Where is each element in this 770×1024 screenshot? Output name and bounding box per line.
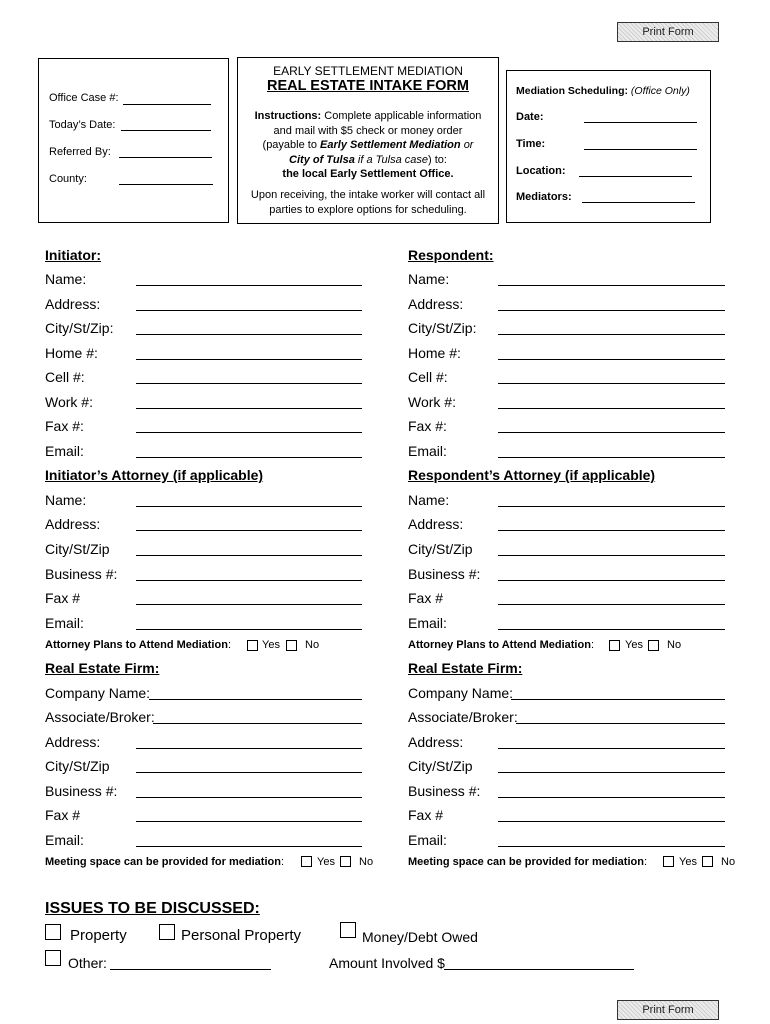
print-form-button-bottom[interactable]: Print Form [617, 1000, 719, 1020]
initiator-work-field[interactable] [136, 408, 362, 409]
initiator-attorney-address-label: Address: [45, 516, 101, 532]
initiator-meeting-no-label: No [359, 856, 374, 868]
initiator-home-field[interactable] [136, 359, 362, 360]
respondent-attorney-address-field[interactable] [498, 530, 725, 531]
respondent-firm-citystzip-label: City/St/Zip [408, 758, 473, 774]
schedule-date-label: Date: [516, 111, 544, 123]
respondent-work-field[interactable] [498, 408, 725, 409]
initiator-attorney-yes-checkbox[interactable] [247, 640, 258, 651]
print-form-button-top[interactable]: Print Form [617, 22, 719, 42]
amount-involved-field[interactable] [444, 969, 634, 970]
respondent-meeting-no-checkbox[interactable] [702, 856, 713, 867]
initiator-attorney-fax-label: Fax # [45, 590, 81, 606]
office-case-field[interactable] [123, 104, 211, 105]
respondent-firm-company-label: Company Name: [408, 685, 514, 701]
initiator-firm-fax-field[interactable] [136, 821, 362, 822]
initiator-citystzip-field[interactable] [136, 334, 362, 335]
respondent-email-label: Email: [408, 443, 447, 459]
respondent-attorney-email-field[interactable] [498, 629, 725, 630]
issues-heading: ISSUES TO BE DISCUSSED: [45, 900, 260, 917]
respondent-firm-broker-label: Associate/Broker: [408, 709, 518, 725]
initiator-attorney-business-field[interactable] [136, 580, 362, 581]
respondent-attorney-fax-label: Fax # [408, 590, 444, 606]
initiator-email-field[interactable] [136, 457, 362, 458]
respondent-name-label: Name: [408, 271, 450, 287]
issue-personal-property-checkbox[interactable] [159, 924, 175, 940]
respondent-firm-email-field[interactable] [498, 846, 725, 847]
form-title: REAL ESTATE INTAKE FORM [267, 78, 469, 94]
respondent-firm-address-field[interactable] [498, 748, 725, 749]
initiator-attorney-citystzip-field[interactable] [136, 555, 362, 556]
office-case-label: Office Case #: [49, 92, 119, 104]
scheduling-box [506, 70, 711, 223]
schedule-location-label: Location: [516, 165, 566, 177]
respondent-work-label: Work #: [408, 394, 456, 410]
initiator-attorney-name-label: Name: [45, 492, 87, 508]
respondent-meeting-no-label: No [721, 856, 736, 868]
initiator-firm-address-label: Address: [45, 734, 101, 750]
respondent-attorney-heading: Respondent’s Attorney (if applicable) [408, 467, 656, 483]
respondent-heading: Respondent: [408, 247, 494, 263]
respondent-cell-label: Cell #: [408, 369, 448, 385]
issue-other-field[interactable] [110, 969, 271, 970]
instructions-box [237, 57, 499, 224]
respondent-firm-citystzip-field[interactable] [498, 772, 725, 773]
initiator-firm-business-label: Business #: [45, 783, 118, 799]
schedule-time-field[interactable] [584, 149, 697, 150]
initiator-name-field[interactable] [136, 285, 362, 286]
respondent-attorney-no-checkbox[interactable] [648, 640, 659, 651]
schedule-mediators-label: Mediators: [516, 191, 572, 203]
respondent-citystzip-label: City/St/Zip: [408, 320, 477, 336]
respondent-meeting-yes-label: Yes [679, 856, 697, 868]
initiator-email-label: Email: [45, 443, 84, 459]
initiator-firm-company-label: Company Name: [45, 685, 151, 701]
initiator-firm-broker-label: Associate/Broker: [45, 709, 155, 725]
initiator-firm-broker-field[interactable] [153, 723, 362, 724]
schedule-location-field[interactable] [579, 176, 692, 177]
initiator-firm-citystzip-label: City/St/Zip [45, 758, 110, 774]
form-subtitle: EARLY SETTLEMENT MEDIATION [273, 64, 463, 78]
initiator-cell-field[interactable] [136, 383, 362, 384]
initiator-meeting-label: Meeting space can be provided for mediation [45, 856, 281, 868]
respondent-fax-label: Fax #: [408, 418, 447, 434]
respondent-home-field[interactable] [498, 359, 725, 360]
initiator-attorney-yes-label: Yes [262, 639, 280, 651]
issue-money-debt-label: Money/Debt Owed [362, 929, 478, 945]
respondent-attorney-yes-checkbox[interactable] [609, 640, 620, 651]
issue-other-label: Other: [68, 955, 107, 971]
respondent-firm-heading: Real Estate Firm: [408, 660, 523, 676]
initiator-attorney-no-label: No [305, 639, 320, 651]
initiator-firm-business-field[interactable] [136, 797, 362, 798]
initiator-attorney-business-label: Business #: [45, 566, 118, 582]
respondent-attorney-attend-row: Attorney Plans to Attend Mediation: [408, 639, 594, 651]
initiator-fax-label: Fax #: [45, 418, 84, 434]
respondent-meeting-label: Meeting space can be provided for mediation [408, 856, 644, 868]
respondent-address-field[interactable] [498, 310, 725, 311]
initiator-firm-fax-label: Fax # [45, 807, 81, 823]
referred-by-field[interactable] [119, 157, 212, 158]
respondent-firm-broker-field[interactable] [516, 723, 725, 724]
county-label: County: [49, 173, 87, 185]
initiator-firm-company-field[interactable] [149, 699, 362, 700]
respondent-firm-fax-label: Fax # [408, 807, 444, 823]
respondent-attorney-attend-label: Attorney Plans to Attend Mediation [408, 639, 591, 651]
todays-date-field[interactable] [121, 130, 211, 131]
respondent-email-field[interactable] [498, 457, 725, 458]
instructions-text: Instructions: Complete applicable information and mail with $5 check or money order (payable to Early Settlement Mediation or City of Tulsa if a Tulsa case) to: the local Early Settlement Office. [254, 110, 482, 181]
initiator-fax-field[interactable] [136, 432, 362, 433]
respondent-address-label: Address: [408, 296, 464, 312]
issue-other-checkbox[interactable] [45, 950, 61, 966]
office-info-box [38, 58, 229, 223]
schedule-time-label: Time: [516, 138, 546, 150]
schedule-date-field[interactable] [584, 122, 697, 123]
todays-date-label: Today’s Date: [49, 119, 116, 131]
initiator-firm-heading: Real Estate Firm: [45, 660, 160, 676]
respondent-name-field[interactable] [498, 285, 725, 286]
initiator-attorney-email-field[interactable] [136, 629, 362, 630]
respondent-attorney-business-field[interactable] [498, 580, 725, 581]
issue-property-label: Property [70, 927, 127, 944]
respondent-attorney-no-label: No [667, 639, 682, 651]
respondent-firm-email-label: Email: [408, 832, 447, 848]
initiator-meeting-yes-checkbox[interactable] [301, 856, 312, 867]
initiator-address-label: Address: [45, 296, 101, 312]
respondent-attorney-address-label: Address: [408, 516, 464, 532]
initiator-firm-email-field[interactable] [136, 846, 362, 847]
respondent-attorney-yes-label: Yes [625, 639, 643, 651]
respondent-cell-field[interactable] [498, 383, 725, 384]
respondent-home-label: Home #: [408, 345, 461, 361]
initiator-attorney-attend-label: Attorney Plans to Attend Mediation [45, 639, 228, 651]
respondent-attorney-fax-field[interactable] [498, 604, 725, 605]
initiator-meeting-row: Meeting space can be provided for mediation: [45, 856, 284, 868]
amount-involved-label: Amount Involved $ [329, 955, 445, 971]
initiator-cell-label: Cell #: [45, 369, 85, 385]
respondent-attorney-citystzip-field[interactable] [498, 555, 725, 556]
initiator-attorney-email-label: Email: [45, 615, 84, 631]
initiator-attorney-address-field[interactable] [136, 530, 362, 531]
respondent-firm-company-field[interactable] [511, 699, 725, 700]
initiator-attorney-no-checkbox[interactable] [286, 640, 297, 651]
initiator-attorney-name-field[interactable] [136, 506, 362, 507]
initiator-heading: Initiator: [45, 247, 101, 263]
respondent-attorney-email-label: Email: [408, 615, 447, 631]
respondent-fax-field[interactable] [498, 432, 725, 433]
initiator-firm-email-label: Email: [45, 832, 84, 848]
initiator-meeting-yes-label: Yes [317, 856, 335, 868]
issue-property-checkbox[interactable] [45, 924, 61, 940]
respondent-meeting-yes-checkbox[interactable] [663, 856, 674, 867]
initiator-attorney-fax-field[interactable] [136, 604, 362, 605]
respondent-meeting-row: Meeting space can be provided for mediation: [408, 856, 647, 868]
respondent-firm-business-field[interactable] [498, 797, 725, 798]
respondent-attorney-business-label: Business #: [408, 566, 481, 582]
initiator-firm-citystzip-field[interactable] [136, 772, 362, 773]
initiator-meeting-no-checkbox[interactable] [340, 856, 351, 867]
initiator-work-label: Work #: [45, 394, 93, 410]
scheduling-heading: Mediation Scheduling: (Office Only) [516, 85, 690, 97]
initiator-attorney-heading: Initiator’s Attorney (if applicable) [45, 467, 264, 483]
respondent-citystzip-field[interactable] [498, 334, 725, 335]
respondent-firm-business-label: Business #: [408, 783, 481, 799]
issue-personal-property-label: Personal Property [181, 927, 302, 944]
respondent-attorney-citystzip-label: City/St/Zip [408, 541, 473, 557]
upon-receiving-text: Upon receiving, the intake worker will contact all parties to explore options for scheduling. [250, 189, 486, 216]
initiator-address-field[interactable] [136, 310, 362, 311]
initiator-attorney-attend-row: Attorney Plans to Attend Mediation: [45, 639, 231, 651]
issue-money-debt-checkbox[interactable] [340, 922, 356, 938]
respondent-firm-fax-field[interactable] [498, 821, 725, 822]
county-field[interactable] [119, 184, 213, 185]
respondent-attorney-name-label: Name: [408, 492, 450, 508]
referred-by-label: Referred By: [49, 146, 111, 158]
respondent-firm-address-label: Address: [408, 734, 464, 750]
schedule-mediators-field[interactable] [582, 202, 695, 203]
initiator-attorney-citystzip-label: City/St/Zip [45, 541, 110, 557]
initiator-citystzip-label: City/St/Zip: [45, 320, 114, 336]
initiator-home-label: Home #: [45, 345, 98, 361]
initiator-name-label: Name: [45, 271, 87, 287]
respondent-attorney-name-field[interactable] [498, 506, 725, 507]
initiator-firm-address-field[interactable] [136, 748, 362, 749]
